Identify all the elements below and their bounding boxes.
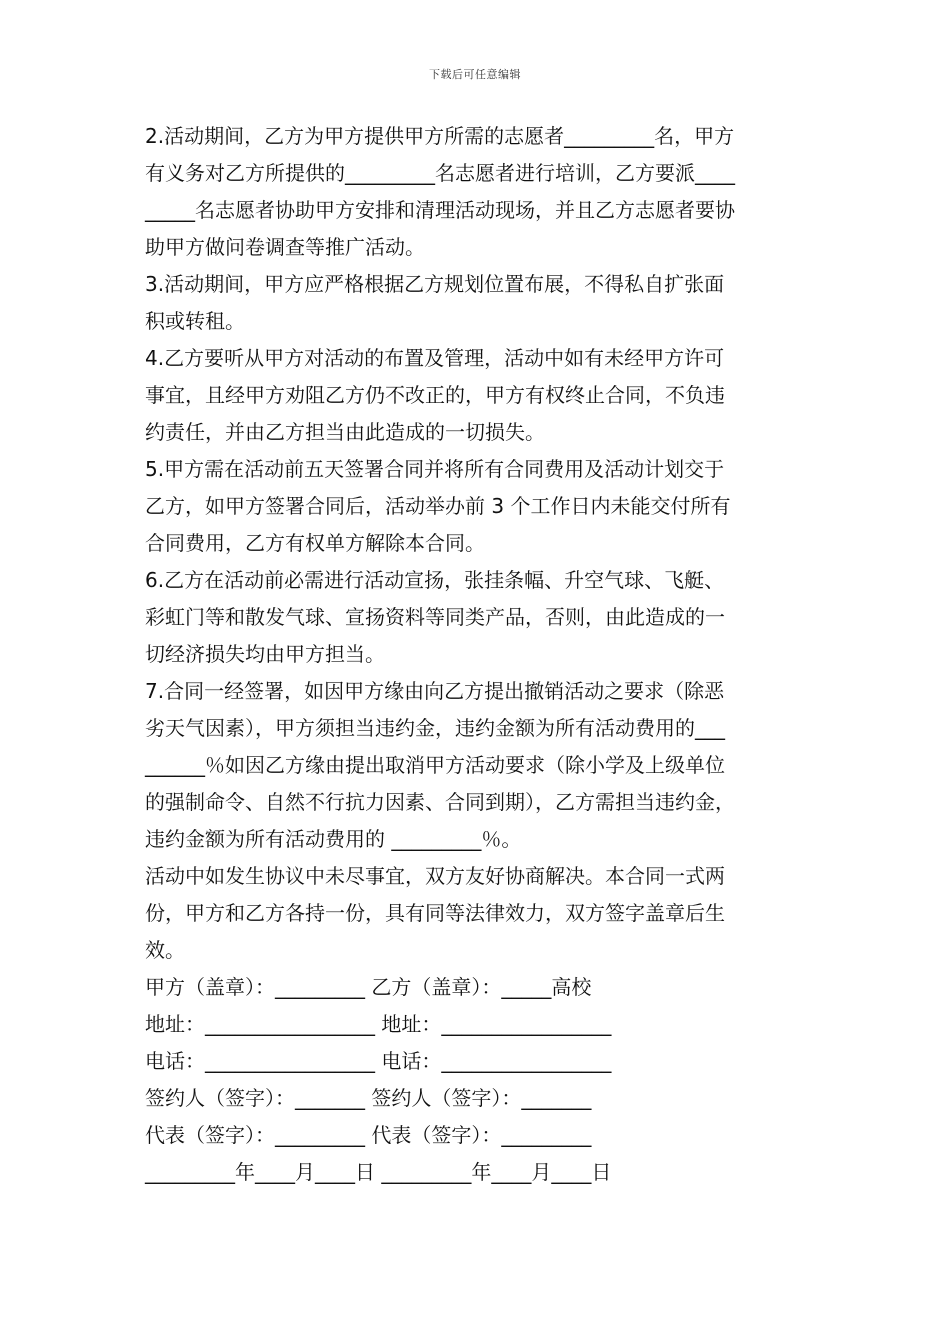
text-line: 7.合同一经签署，如因甲方缘由向乙方提出撤销活动之要求（除恶 xyxy=(145,679,725,703)
text-line: 有义务对乙方所提供的_________名志愿者进行培训，乙方要派____ xyxy=(145,161,735,185)
text-line: 助甲方做问卷调查等推广活动。 xyxy=(145,235,425,259)
text-line: 4.乙方要听从甲方对活动的布置及管理，活动中如有未经甲方许可 xyxy=(145,346,725,370)
signature-line-signer: 签约人（签字）：_______ 签约人（签字）：_______ xyxy=(145,1086,592,1110)
signature-line-representative: 代表（签字）：_________ 代表（签字）：_________ xyxy=(145,1123,592,1147)
text-line: 切经济损失均由甲方担当。 xyxy=(145,642,385,666)
text-line: 3.活动期间，甲方应严格根据乙方规划位置布展，不得私自扩张面 xyxy=(145,272,725,296)
text-line: 合同费用，乙方有权单方解除本合同。 xyxy=(145,531,485,555)
page-header: 下载后可任意编辑 xyxy=(429,68,521,81)
text-line: _____名志愿者协助甲方安排和清理活动现场，并且乙方志愿者要协 xyxy=(145,198,735,222)
signature-line-address: 地址：_________________ 地址：_________________ xyxy=(145,1012,612,1036)
text-line: 6.乙方在活动前必需进行活动宣扬，张挂条幅、升空气球、飞艇、 xyxy=(145,568,725,592)
text-line: 积或转租。 xyxy=(145,309,245,333)
text-line: 份，甲方和乙方各持一份，具有同等法律效力，双方签字盖章后生 xyxy=(145,901,725,925)
text-line: 活动中如发生协议中未尽事宜，双方友好协商解决。本合同一式两 xyxy=(145,864,725,888)
text-line: 劣天气因素），甲方须担当违约金，违约金额为所有活动费用的___ xyxy=(145,716,725,740)
text-line: 违约金额为所有活动费用的 _________％。 xyxy=(145,827,522,851)
text-line: 彩虹门等和散发气球、宣扬资料等同类产品，否则，由此造成的一 xyxy=(145,605,725,629)
text-line: 事宜，且经甲方劝阻乙方仍不改正的，甲方有权终止合同，不负违 xyxy=(145,383,725,407)
text-line: 2.活动期间，乙方为甲方提供甲方所需的志愿者_________名，甲方 xyxy=(145,124,735,148)
signature-line-phone: 电话：_________________ 电话：_________________ xyxy=(145,1049,612,1073)
contract-body xyxy=(145,118,813,1191)
text-line: 乙方，如甲方签署合同后，活动举办前 3 个工作日内未能交付所有 xyxy=(145,494,731,518)
text-line: 的强制命令、自然不行抗力因素、合同到期），乙方需担当违约金， xyxy=(145,790,735,814)
text-line: 效。 xyxy=(145,938,185,962)
signature-line-party: 甲方（盖章）：_________ 乙方（盖章）：_____高校 xyxy=(145,975,592,999)
text-line: ______％如因乙方缘由提出取消甲方活动要求（除小学及上级单位 xyxy=(145,753,725,777)
text-line: 5.甲方需在活动前五天签署合同并将所有合同费用及活动计划交于 xyxy=(145,457,725,481)
signature-line-date: _________年____月____日 _________年____月____日 xyxy=(145,1160,612,1184)
text-line: 约责任，并由乙方担当由此造成的一切损失。 xyxy=(145,420,545,444)
